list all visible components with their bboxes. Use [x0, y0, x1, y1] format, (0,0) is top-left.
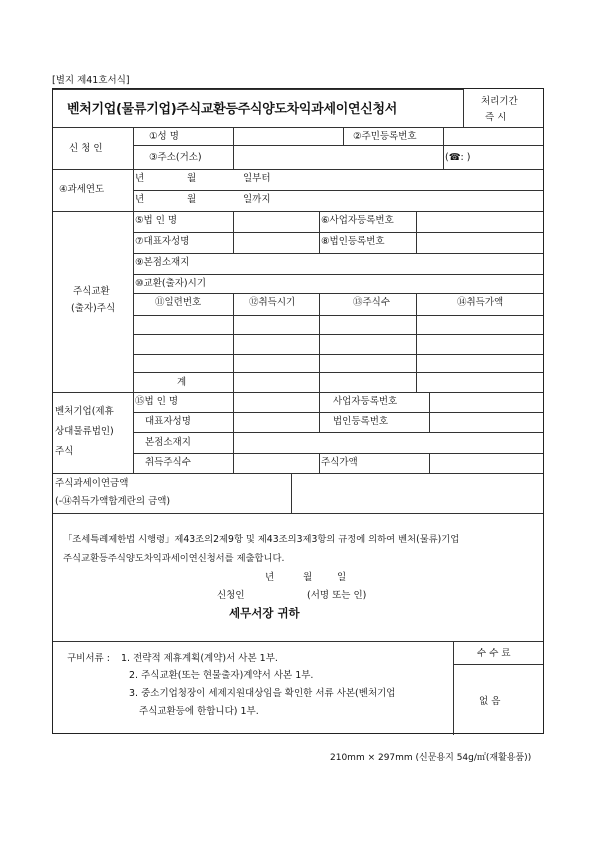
attachments-label: 구비서류 :	[67, 653, 110, 664]
application-form	[52, 88, 544, 734]
attachment-item: 2. 주식교환(또는 현물출자)계약서 사본 1부.	[129, 670, 314, 681]
deferral-label-2: (-⑭취득가액합계란의 금액)	[55, 496, 171, 507]
signature-placeholder[interactable]: (서명 또는 인)	[307, 590, 367, 601]
form-title: 벤처기업(물류기업)주식교환등주식양도차익과세이연신청서	[67, 102, 397, 117]
resident-no-label: ②주민등록번호	[353, 131, 417, 142]
attachment-item: 3. 중소기업청장이 세제지원대상임을 확인한 서류 사본(벤처기업	[129, 688, 396, 699]
address-label: ③주소(거소)	[149, 152, 202, 163]
tax-year-from-month: 월	[187, 173, 197, 184]
corp-reg-label: ⑧법인등록번호	[321, 236, 385, 247]
statement-line-2: 주식교환등주식양도차익과세이연신청서를 제출합니다.	[63, 553, 285, 564]
total-label: 계	[177, 377, 187, 388]
venture-rep-name-label: 대표자성명	[145, 416, 191, 427]
tax-year-label: ④과세연도	[59, 184, 105, 195]
recipient-line: 세무서장 귀하	[229, 606, 300, 620]
col-acq-time-header: ⑫취득시기	[249, 297, 296, 308]
processing-period-label: 처리기간	[481, 96, 518, 107]
statement-date-month: 월	[303, 572, 313, 583]
deferral-label-1: 주식과세이연금액	[55, 478, 129, 489]
acq-shares-label: 취득주식수	[145, 457, 191, 468]
biz-reg-label: ⑥사업자등록번호	[321, 215, 394, 226]
address-field[interactable]	[233, 146, 443, 169]
rep-name-label: ⑦대표자성명	[135, 236, 190, 247]
tax-year-from-year: 년	[135, 173, 145, 184]
venture-section-label-2: 상대물류법인)	[55, 426, 114, 437]
corp-name-label: ⑤법 인 명	[135, 215, 178, 226]
tax-year-from-day: 일부터	[243, 173, 271, 184]
deferral-amount-field[interactable]	[291, 474, 543, 513]
venture-corp-reg-label: 법인등록번호	[333, 416, 389, 427]
share-value-label: 주식가액	[321, 457, 358, 468]
attachment-item: 1. 전략적 제휴계획(계약)서 사본 1부.	[121, 653, 278, 664]
statement-applicant-label: 신청인	[217, 590, 245, 601]
tax-year-to-month: 월	[187, 194, 197, 205]
resident-no-field[interactable]	[443, 128, 543, 145]
statement-date-year: 년	[265, 572, 275, 583]
col-acq-value-header: ⑭취득가액	[457, 297, 504, 308]
col-shares-header: ⑬주식수	[353, 297, 391, 308]
fee-value: 없 음	[479, 696, 501, 707]
paper-spec: 210mm × 297mm (신문용지 54g/㎡(재활용품))	[330, 753, 532, 763]
venture-section-label-1: 벤처기업(제휴	[55, 406, 114, 417]
attachment-item: 주식교환등에 한합니다) 1부.	[139, 706, 259, 717]
statement-line-1: 「조세특례제한법 시행령」제43조의2제9항 및 제43조의3제3항의 규정에 의하여 벤처(물류)기업	[63, 534, 460, 545]
phone-label[interactable]: (☎: )	[445, 152, 471, 163]
name-label: ①성 명	[149, 131, 179, 142]
exchange-section-label-1: 주식교환	[73, 286, 110, 297]
applicant-section-label: 신 청 인	[69, 143, 103, 154]
form-number: [별지 제41호서식]	[52, 75, 130, 86]
venture-section-label-3: 주식	[55, 446, 74, 457]
venture-corp-name-label: ⑮법 인 명	[135, 396, 179, 407]
name-field[interactable]	[233, 128, 343, 145]
tax-year-to-day: 일까지	[243, 194, 271, 205]
hq-label: ⑨본점소재지	[135, 257, 190, 268]
venture-hq-label: 본점소재지	[145, 437, 191, 448]
processing-period-value: 즉 시	[485, 112, 507, 123]
tax-year-to-year: 년	[135, 194, 145, 205]
statement-date-day: 일	[337, 572, 347, 583]
col-serial-header: ⑪일련번호	[155, 297, 202, 308]
venture-biz-reg-label: 사업자등록번호	[333, 396, 398, 407]
fee-label: 수 수 료	[477, 648, 511, 659]
exchange-time-label: ⑩교환(출자)시기	[135, 278, 206, 289]
exchange-section-label-2: (출자)주식	[71, 303, 116, 314]
